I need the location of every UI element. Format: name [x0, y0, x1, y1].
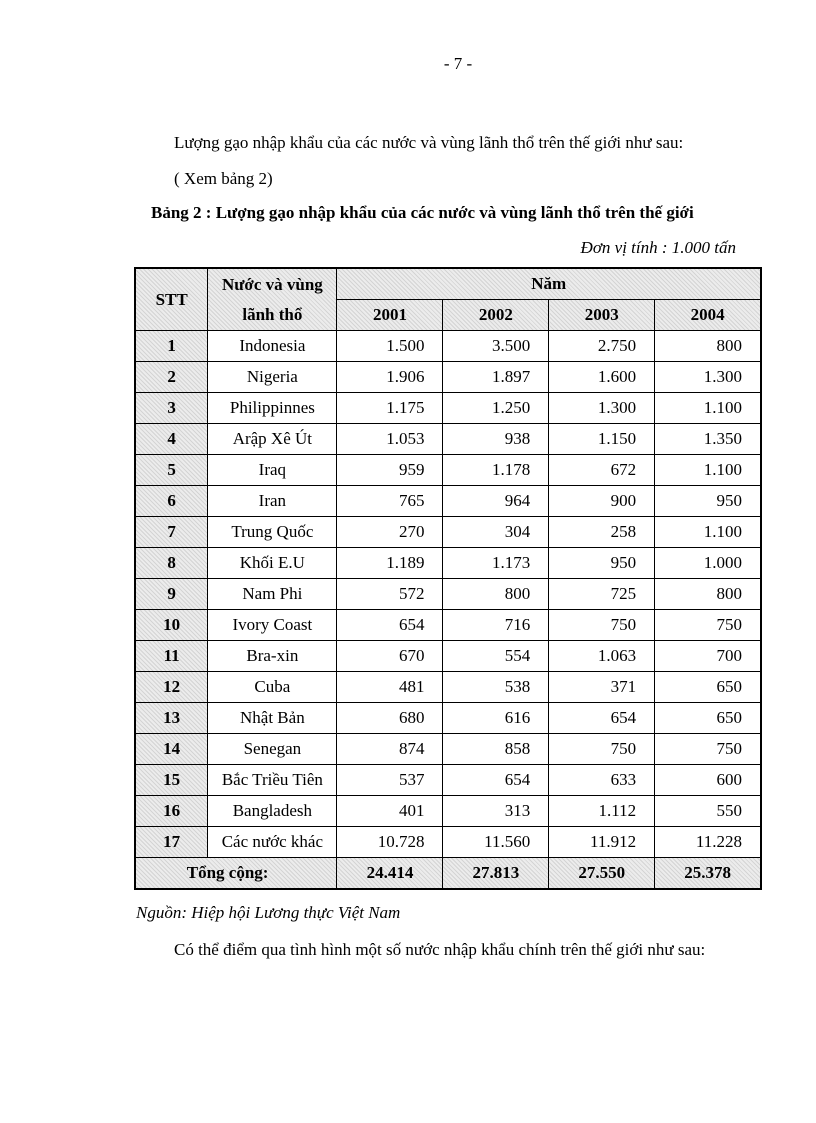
row-country: Ivory Coast: [208, 610, 337, 641]
row-country: Senegan: [208, 734, 337, 765]
row-value: 11.912: [549, 827, 655, 858]
rice-import-table: [134, 267, 762, 890]
total-label: Tổng cộng:: [135, 858, 337, 890]
row-country: Nhật Bản: [208, 703, 337, 734]
row-value: 3.500: [443, 331, 549, 362]
row-value: 800: [655, 579, 761, 610]
row-value: 654: [337, 610, 443, 641]
row-value: 1.906: [337, 362, 443, 393]
table-row: [135, 424, 761, 455]
header-country: [208, 268, 337, 331]
page-number: - 7 -: [443, 54, 473, 73]
total-value: 27.813: [443, 858, 549, 890]
table-row: [135, 455, 761, 486]
row-value: 654: [443, 765, 549, 796]
row-value: 2.750: [549, 331, 655, 362]
row-stt: 12: [135, 672, 208, 703]
table-row: [135, 610, 761, 641]
row-value: 1.897: [443, 362, 549, 393]
row-value: 800: [443, 579, 549, 610]
row-value: 672: [549, 455, 655, 486]
row-stt: 4: [135, 424, 208, 455]
row-value: 538: [443, 672, 549, 703]
row-value: 654: [549, 703, 655, 734]
closing-paragraph: Có thể điểm qua tình hình một số nước nhập khẩu chính trên thế giới như sau:: [174, 940, 706, 959]
row-value: 304: [443, 517, 549, 548]
header-year: 2003: [549, 300, 655, 331]
row-country: Bangladesh: [208, 796, 337, 827]
row-value: 700: [655, 641, 761, 672]
intro-paragraph: Lượng gạo nhập khẩu của các nước và vùng lãnh thổ trên thế giới như sau:: [174, 133, 684, 152]
row-stt: 6: [135, 486, 208, 517]
row-value: 481: [337, 672, 443, 703]
row-country: Nam Phi: [208, 579, 337, 610]
table-title: Bảng 2 : Lượng gạo nhập khẩu của các nước và vùng lãnh thổ trên thế giới: [151, 203, 694, 222]
header-year: 2001: [337, 300, 443, 331]
row-country: Bra-xin: [208, 641, 337, 672]
total-row: [135, 858, 761, 890]
row-value: 950: [655, 486, 761, 517]
row-stt: 5: [135, 455, 208, 486]
row-value: 1.250: [443, 393, 549, 424]
table-row: [135, 362, 761, 393]
row-value: 270: [337, 517, 443, 548]
table-row: [135, 734, 761, 765]
row-country: Indonesia: [208, 331, 337, 362]
row-value: 650: [655, 672, 761, 703]
row-value: 750: [549, 734, 655, 765]
row-country: Cuba: [208, 672, 337, 703]
row-stt: 7: [135, 517, 208, 548]
row-value: 1.100: [655, 393, 761, 424]
source-note: Nguồn: Hiệp hội Lương thực Việt Nam: [136, 903, 401, 922]
row-value: 1.100: [655, 455, 761, 486]
table-row: [135, 703, 761, 734]
row-value: 1.100: [655, 517, 761, 548]
row-value: 716: [443, 610, 549, 641]
row-country: Trung Quốc: [208, 517, 337, 548]
row-value: 938: [443, 424, 549, 455]
row-value: 1.112: [549, 796, 655, 827]
row-value: 765: [337, 486, 443, 517]
row-country: Bắc Triều Tiên: [208, 765, 337, 796]
row-value: 550: [655, 796, 761, 827]
row-country: Iran: [208, 486, 337, 517]
row-value: 371: [549, 672, 655, 703]
row-value: 11.560: [443, 827, 549, 858]
row-value: 900: [549, 486, 655, 517]
row-value: 750: [655, 734, 761, 765]
row-country: Iraq: [208, 455, 337, 486]
row-value: 1.189: [337, 548, 443, 579]
table-row: [135, 393, 761, 424]
row-value: 401: [337, 796, 443, 827]
row-value: 858: [443, 734, 549, 765]
table-row: [135, 672, 761, 703]
header-year: 2002: [443, 300, 549, 331]
header-year-group: Năm: [337, 268, 761, 300]
table-row: [135, 827, 761, 858]
row-stt: 9: [135, 579, 208, 610]
row-stt: 14: [135, 734, 208, 765]
row-value: 1.053: [337, 424, 443, 455]
row-value: 1.063: [549, 641, 655, 672]
header-country-line2: lãnh thổ: [242, 304, 303, 324]
row-value: 650: [655, 703, 761, 734]
table-row: [135, 331, 761, 362]
row-value: 1.350: [655, 424, 761, 455]
total-value: 24.414: [337, 858, 443, 890]
row-stt: 15: [135, 765, 208, 796]
row-value: 633: [549, 765, 655, 796]
table-row: [135, 579, 761, 610]
table-row: [135, 548, 761, 579]
row-value: 258: [549, 517, 655, 548]
table-row: [135, 796, 761, 827]
row-value: 1.600: [549, 362, 655, 393]
total-value: 25.378: [655, 858, 761, 890]
row-stt: 16: [135, 796, 208, 827]
row-value: 537: [337, 765, 443, 796]
row-value: 572: [337, 579, 443, 610]
row-stt: 13: [135, 703, 208, 734]
row-value: 1.178: [443, 455, 549, 486]
row-country: Nigeria: [208, 362, 337, 393]
row-value: 800: [655, 331, 761, 362]
row-country: Khối E.U: [208, 548, 337, 579]
row-value: 1.173: [443, 548, 549, 579]
row-value: 616: [443, 703, 549, 734]
row-value: 10.728: [337, 827, 443, 858]
row-value: 600: [655, 765, 761, 796]
unit-label: Đơn vị tính : 1.000 tấn: [580, 238, 736, 257]
total-value: 27.550: [549, 858, 655, 890]
row-value: 964: [443, 486, 549, 517]
see-table-note: ( Xem bảng 2): [174, 169, 273, 188]
table-row: [135, 517, 761, 548]
row-stt: 8: [135, 548, 208, 579]
row-value: 680: [337, 703, 443, 734]
row-value: 11.228: [655, 827, 761, 858]
row-value: 750: [549, 610, 655, 641]
row-value: 1.500: [337, 331, 443, 362]
row-stt: 2: [135, 362, 208, 393]
row-value: 750: [655, 610, 761, 641]
row-value: 554: [443, 641, 549, 672]
row-value: 1.300: [549, 393, 655, 424]
row-country: Philippinnes: [208, 393, 337, 424]
row-value: 874: [337, 734, 443, 765]
row-country: Các nước khác: [208, 827, 337, 858]
row-value: 313: [443, 796, 549, 827]
table-row: [135, 641, 761, 672]
row-value: 1.300: [655, 362, 761, 393]
row-value: 670: [337, 641, 443, 672]
row-stt: 10: [135, 610, 208, 641]
row-stt: 11: [135, 641, 208, 672]
row-value: 1.150: [549, 424, 655, 455]
row-stt: 3: [135, 393, 208, 424]
header-year: 2004: [655, 300, 761, 331]
header-stt: STT: [135, 268, 208, 331]
row-value: 950: [549, 548, 655, 579]
row-stt: 1: [135, 331, 208, 362]
row-value: 1.175: [337, 393, 443, 424]
row-country: Arập Xê Út: [208, 424, 337, 455]
header-country-line1: Nước và vùng: [221, 274, 323, 294]
table-row: [135, 486, 761, 517]
row-stt: 17: [135, 827, 208, 858]
row-value: 959: [337, 455, 443, 486]
table-row: [135, 765, 761, 796]
row-value: 1.000: [655, 548, 761, 579]
row-value: 725: [549, 579, 655, 610]
